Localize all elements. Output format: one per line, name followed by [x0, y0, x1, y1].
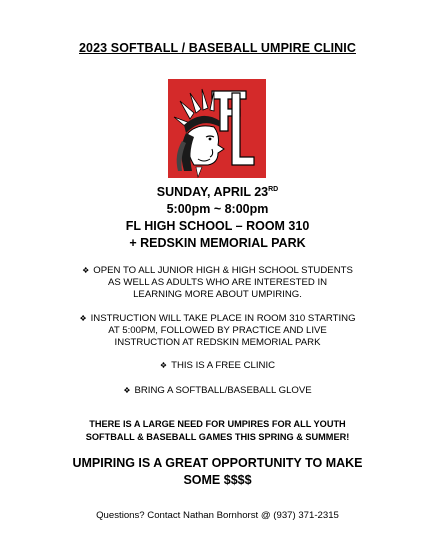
event-location-park: + REDSKIN MEMORIAL PARK: [129, 236, 306, 250]
bullet-text: BRING A SOFTBALL/BASEBALL GLOVE: [134, 385, 312, 396]
notice-line: SOFTBALL & BASEBALL GAMES THIS SPRING & SUMMER!: [85, 432, 350, 442]
bullet-text: AS WELL AS ADULTS WHO ARE INTERESTED IN: [107, 277, 328, 288]
bullet-text: AT 5:00PM, FOLLOWED BY PRACTICE AND LIVE: [108, 325, 327, 336]
contact-info: Questions? Contact Nathan Bornhorst @ (937) 371-2315: [96, 510, 339, 521]
event-details: [0, 184, 435, 252]
bullet-text: LEARNING MORE ABOUT UMPIRING.: [133, 289, 302, 300]
bullet-free-clinic: [60, 360, 375, 372]
bullet-text: THIS IS A FREE CLINIC: [171, 360, 276, 371]
flyer-title: 2023 SOFTBALL / BASEBALL UMPIRE CLINIC: [79, 41, 356, 55]
redskin-chief-logo-icon: [168, 79, 266, 178]
bullet-text: INSTRUCTION AT REDSKIN MEMORIAL PARK: [114, 337, 321, 348]
notice-line: THERE IS A LARGE NEED FOR UMPIRES FOR ALL YOUTH: [89, 419, 346, 429]
opportunity-line: UMPIRING IS A GREAT OPPORTUNITY TO MAKE: [72, 456, 363, 470]
bullet-instruction: [60, 313, 375, 349]
event-date-text: SUNDAY, APRIL 23: [156, 185, 269, 199]
bullet-bring-glove: [60, 385, 375, 397]
bullet-text: INSTRUCTION WILL TAKE PLACE IN ROOM 310 STARTING: [90, 313, 356, 324]
diamond-bullet-icon: ❖: [82, 266, 90, 275]
opportunity-statement: [0, 455, 435, 489]
diamond-bullet-icon: ❖: [79, 314, 87, 323]
event-date-suffix: RD: [268, 186, 279, 193]
event-date: [0, 184, 435, 201]
opportunity-line: SOME $$$$: [183, 473, 252, 487]
bullet-open-to-all: [60, 265, 375, 301]
umpire-need-notice: [0, 418, 435, 444]
event-location-school: FL HIGH SCHOOL – ROOM 310: [125, 219, 310, 233]
bullet-text: OPEN TO ALL JUNIOR HIGH & HIGH SCHOOL STUDENTS: [93, 265, 353, 276]
event-time: 5:00pm ~ 8:00pm: [166, 202, 269, 216]
diamond-bullet-icon: ❖: [159, 361, 168, 370]
diamond-bullet-icon: ❖: [123, 386, 131, 395]
